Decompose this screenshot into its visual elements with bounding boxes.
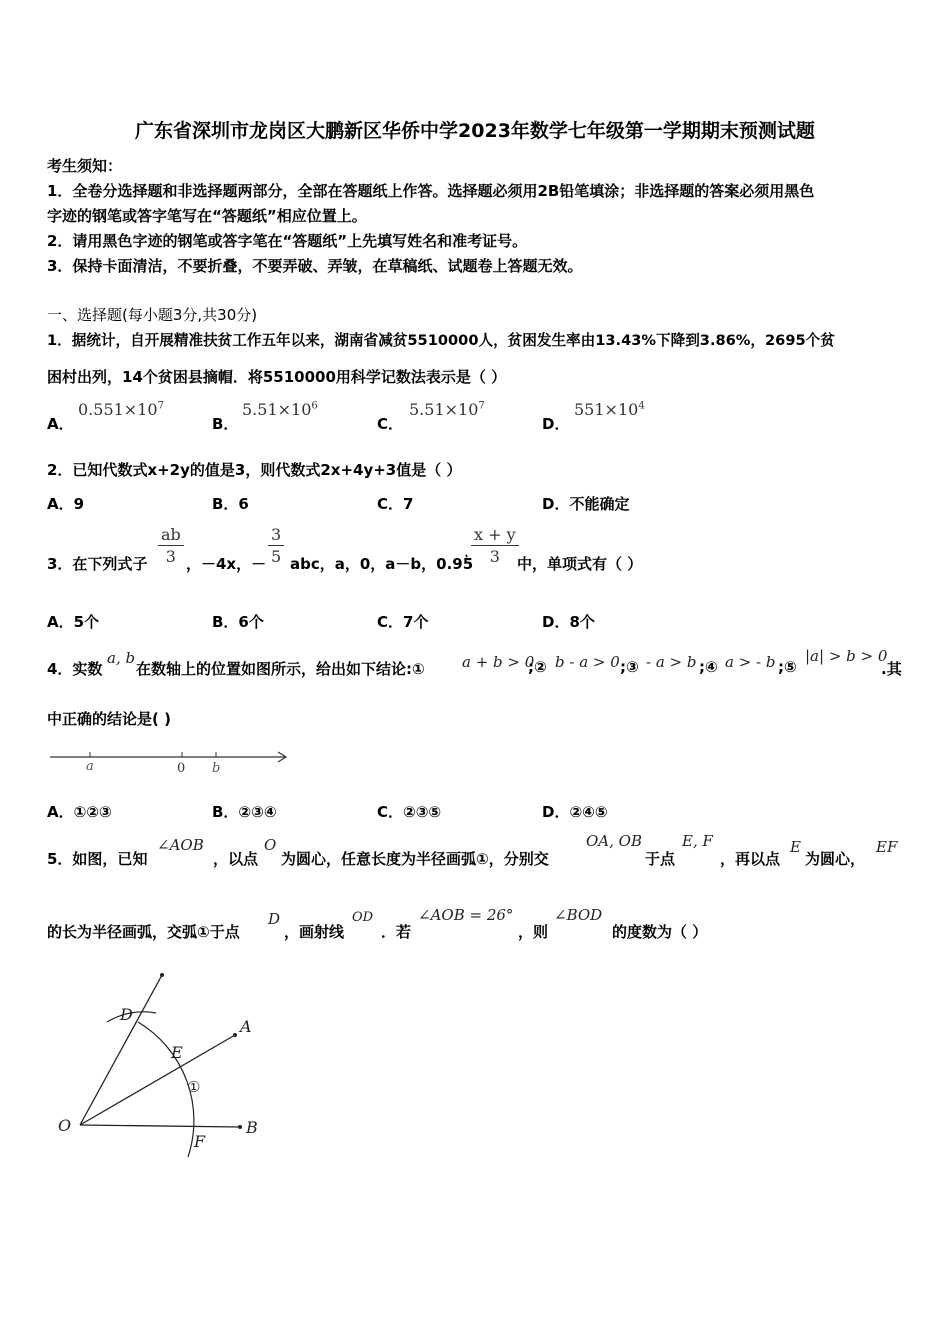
- q5-angle-bod: ∠BOD: [554, 906, 603, 924]
- q1-option-c: $5.51\times 10^7$: [409, 400, 485, 419]
- q3-comma: ，: [464, 542, 480, 560]
- q5-text-4: 于点: [645, 850, 676, 868]
- q3-prefix: 3．在下列式子: [47, 555, 148, 573]
- label-e: E: [171, 1043, 183, 1062]
- q2-option-d: D．不能确定: [542, 495, 630, 513]
- ray-oa-end: [233, 1033, 237, 1037]
- q3-option-a: A．5个: [47, 613, 100, 631]
- q4-conclusion-3: - a > b: [646, 653, 697, 671]
- q5-point-o: O: [264, 836, 277, 854]
- q2-option-c: C．7: [377, 495, 414, 513]
- q5-rays-oa-ob: OA, OB: [586, 832, 642, 850]
- q4-option-d: D．②④⑤: [542, 803, 608, 821]
- q3-option-b: B．6个: [212, 613, 264, 631]
- label-d: D: [120, 1005, 133, 1024]
- section-heading: 一、选择题(每小题3分,共30分): [47, 306, 258, 324]
- label-a: A: [240, 1017, 252, 1036]
- q1-option-a: $0.551\times 10^7$: [78, 400, 164, 419]
- q5-figure: [50, 965, 280, 1165]
- q4-option-c: C．②③⑤: [377, 803, 442, 821]
- q4-option-b: B．②③④: [212, 803, 277, 821]
- q5-line2-text-1: 的长为半径画弧，交弧①于点: [47, 923, 240, 941]
- q3-option-d: D．8个: [542, 613, 595, 631]
- q4-sep-2: ;②: [528, 658, 547, 676]
- q3-suffix: 中，单项式有（ ）: [517, 555, 643, 573]
- q5-given-angle: ∠AOB = 26°: [418, 906, 514, 924]
- q1-option-b: $5.51\times 10^6$: [242, 400, 318, 419]
- label-zero: 0: [177, 761, 186, 776]
- q1-option-d: $551\times 10^4$: [574, 400, 645, 419]
- q4-sep-5: ;⑤: [778, 658, 797, 676]
- label-b: b: [212, 761, 221, 776]
- q1-option-d-label: D．: [542, 415, 570, 433]
- q5-text-2: ，以点: [213, 850, 259, 868]
- q3-fraction-ab-3: ab 3: [158, 525, 184, 566]
- q4-conclusion-5: |a| > b > 0: [805, 647, 888, 665]
- q5-text-6: 为圆心，: [805, 850, 866, 868]
- q5-prefix: 5．如图，已知: [47, 850, 148, 868]
- q5-line2-text-2: ，画射线: [284, 923, 345, 941]
- notice-heading: 考生须知：: [47, 157, 123, 175]
- label-b: B: [246, 1118, 258, 1137]
- notice-item-1-cont: 字迹的钢笔或答字笔写在“答题纸”相应位置上。: [47, 207, 367, 225]
- q3-fraction-xy-3: x + y 3: [471, 525, 519, 566]
- q4-conclusion-2: b - a > 0: [555, 653, 620, 671]
- q5-ray-od: OD: [352, 910, 374, 925]
- q4-conclusion-1: a + b > 0: [462, 653, 535, 671]
- q5-text-5: ，再以点: [720, 850, 781, 868]
- q4-prefix: 4．实数: [47, 660, 103, 678]
- q1-stem-line1: 1．据统计，自开展精准扶贫工作五年以来，湖南省减贫5510000人，贫困发生率由13.43%下降到3.86%，2695个贫: [47, 332, 835, 349]
- label-f: F: [194, 1132, 206, 1151]
- ray-ob-end: [238, 1125, 242, 1129]
- q4-option-a: A．①②③: [47, 803, 112, 821]
- q3-option-c: C．7个: [377, 613, 429, 631]
- q4-stem-line2: 中正确的结论是( ): [47, 710, 171, 728]
- q5-line2-text-4: ，则: [518, 923, 549, 941]
- arc-1: [138, 1022, 194, 1157]
- q1-option-a-label: A．: [47, 415, 74, 433]
- q4-conclusion-4: a > - b: [725, 653, 776, 671]
- notice-item-3: 3．保持卡面清洁，不要折叠，不要弄破、弄皱，在草稿纸、试题卷上答题无效。: [47, 257, 583, 275]
- q2-stem: 2．已知代数式x+2y的值是3，则代数式2x+4y+3值是（ ）: [47, 461, 462, 479]
- label-a: a: [86, 759, 94, 774]
- q2-option-b: B．6: [212, 495, 249, 513]
- ray-ob: [80, 1125, 240, 1127]
- q5-point-e: E: [790, 838, 801, 856]
- q5-point-d: D: [268, 910, 281, 928]
- ray-od-end: [160, 973, 164, 977]
- q1-option-c-label: C．: [377, 415, 404, 433]
- q3-fraction-3-5: 3 5: [268, 525, 284, 566]
- label-arc-1: ①: [187, 1078, 201, 1096]
- q3-terms-2: abc，a，0，a－b，0.95: [290, 555, 474, 573]
- q4-suffix: .其: [881, 660, 902, 678]
- q5-segment-ef: EF: [876, 838, 898, 856]
- q1-stem-line2: 困村出列，14个贫困县摘帽．将5510000用科学记数法表示是（ ）: [47, 368, 507, 386]
- q5-line2-text-3: ．若: [381, 923, 412, 941]
- ray-oa: [80, 1035, 235, 1125]
- label-o: O: [58, 1116, 72, 1135]
- q4-number-line: [45, 745, 295, 777]
- q3-terms-1: ，－4x，－: [186, 555, 267, 573]
- q5-angle-aob: ∠AOB: [157, 836, 204, 854]
- q4-ab: a, b: [107, 649, 136, 667]
- ray-od: [80, 975, 162, 1125]
- page-title: 广东省深圳市龙岗区大鹏新区华侨中学2023年数学七年级第一学期期末预测试题: [135, 120, 815, 142]
- q4-stem: 在数轴上的位置如图所示，给出如下结论:①: [136, 660, 425, 678]
- q2-option-a: A．9: [47, 495, 85, 513]
- q5-points-ef: E, F: [682, 832, 713, 850]
- notice-item-1: 1．全卷分选择题和非选择题两部分，全部在答题纸上作答。选择题必须用2B铅笔填涂；非选择题的答案必须用黑色: [47, 182, 815, 200]
- notice-item-2: 2．请用黑色字迹的钢笔或答字笔在“答题纸”上先填写姓名和准考证号。: [47, 232, 528, 250]
- q1-option-b-label: B．: [212, 415, 239, 433]
- q5-line2-text-5: 的度数为（ ）: [612, 923, 708, 941]
- q5-text-3: 为圆心，任意长度为半径画弧①，分别交: [281, 850, 549, 868]
- q4-sep-3: ;③: [620, 658, 639, 676]
- q4-sep-4: ;④: [699, 658, 718, 676]
